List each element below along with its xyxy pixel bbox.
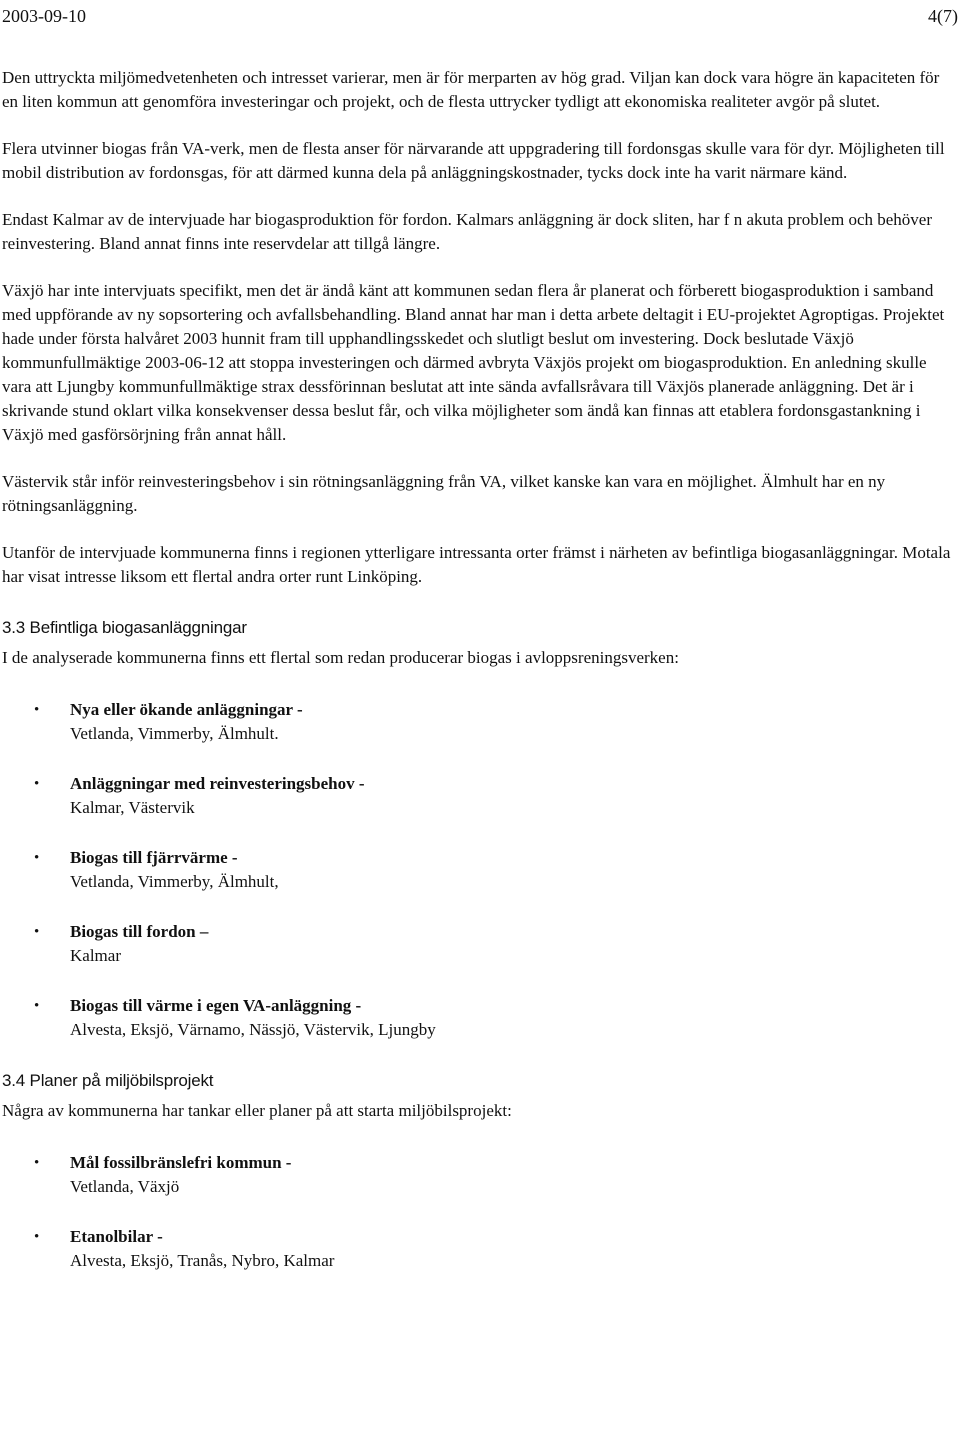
paragraph: Västervik står inför reinvesteringsbehov i sin rötningsanläggning från VA, vilket kanske kan vara en möjlighet. Älmhult har en ny rötningsanläggning.: [2, 472, 886, 515]
section-intro: Några av kommunerna har tankar eller planer på att starta miljöbilsprojekt:: [2, 1101, 512, 1120]
bullet-icon: •: [34, 1229, 40, 1245]
list-item-places: Kalmar: [70, 946, 121, 965]
bullet-icon: •: [34, 850, 40, 866]
bullet-icon: •: [34, 924, 40, 940]
bullet-icon: •: [34, 776, 40, 792]
section-intro: I de analyserade kommunerna finns ett flertal som redan producerar biogas i avloppsreningsverken:: [2, 648, 679, 667]
list-item-title: Biogas till fjärrvärme -: [70, 848, 238, 867]
document-body: [2, 66, 952, 1299]
paragraph: Växjö har inte intervjuats specifikt, men det är ändå känt att kommunen sedan flera år planerat och förberett biogasproduktion i samband med uppförande av ny sopsortering och avfallsbehandling. Bland annat har man i detta arbete deltagit i EU-projektet Agroptigas. Projektet hade under första halvåret 2003 hunnit fram till upphandlingsskedet och slutligt beslut om investering. Dock beslutade Växjö kommunfullmäktige 2003-06-12 att stoppa investeringen och därmed avbryta Växjös projekt om biogasproduktion. En anledning skulle vara att Ljungby kommunfullmäktige strax dessförinnan beslutat att inte sända avfallsråvara till Växjös planerade anläggning. Det är i skrivande stund oklart vilka konsekvenser dessa beslut får, och vilka möjligheter som ändå kan finnas att etablera fordonsgastankning i Växjö med gasförsörjning från annat håll.: [2, 281, 945, 444]
list-item: [2, 994, 952, 1042]
list-item-title: Nya eller ökande anläggningar -: [70, 700, 303, 719]
list-item-title: Biogas till fordon –: [70, 922, 209, 941]
list-item-title: Anläggningar med reinvesteringsbehov -: [70, 774, 365, 793]
list-item-places: Vetlanda, Vimmerby, Älmhult,: [70, 872, 279, 891]
bullet-list-facilities: [2, 698, 952, 1042]
list-item: [2, 698, 952, 746]
list-item-places: Alvesta, Eksjö, Värnamo, Nässjö, Västervik, Ljungby: [70, 1020, 436, 1039]
list-item-title: Biogas till värme i egen VA-anläggning -: [70, 996, 362, 1015]
bullet-icon: •: [34, 702, 40, 718]
section-heading-3-4: 3.4 Planer på miljöbilsprojekt: [2, 1071, 214, 1090]
list-item: [2, 846, 952, 894]
list-item-places: Vetlanda, Växjö: [70, 1177, 180, 1196]
list-item-places: Kalmar, Västervik: [70, 798, 195, 817]
paragraph: Endast Kalmar av de intervjuade har biogasproduktion för fordon. Kalmars anläggning är dock sliten, har f n akuta problem och behöver reinvestering. Bland annat finns inte reservdelar att tillgå längre.: [2, 210, 932, 253]
list-item: [2, 1225, 952, 1273]
document-date: 2003-09-10: [2, 6, 86, 26]
bullet-list-projects: [2, 1151, 952, 1273]
page-number: 4(7): [928, 6, 958, 26]
section-heading-3-3: 3.3 Befintliga biogasanläggningar: [2, 618, 247, 637]
list-item-title: Mål fossilbränslefri kommun -: [70, 1153, 292, 1172]
list-item: [2, 772, 952, 820]
paragraph: Utanför de intervjuade kommunerna finns i regionen ytterligare intressanta orter främst i närheten av befintliga biogasanläggningar. Motala har visat intresse liksom ett flertal andra orter runt Linköping.: [2, 543, 951, 586]
bullet-icon: •: [34, 998, 40, 1014]
bullet-icon: •: [34, 1155, 40, 1171]
list-item: [2, 1151, 952, 1199]
paragraph: Flera utvinner biogas från VA-verk, men de flesta anser för närvarande att uppgradering till fordonsgas skulle vara för dyr. Möjligheten till mobil distribution av fordonsgas, för att därmed kunna dela på anläggningskostnader, tycks dock inte ha varit närmare känd.: [2, 139, 945, 182]
list-item-places: Vetlanda, Vimmerby, Älmhult.: [70, 724, 279, 743]
page-header: [2, 4, 958, 28]
list-item-places: Alvesta, Eksjö, Tranås, Nybro, Kalmar: [70, 1251, 335, 1270]
list-item: [2, 920, 952, 968]
list-item-title: Etanolbilar -: [70, 1227, 163, 1246]
paragraph: Den uttryckta miljömedvetenheten och intresset varierar, men är för merparten av hög grad. Viljan kan dock vara högre än kapaciteten för en liten kommun att genomföra investeringar och projekt, och de flesta uttrycker tydligt att ekonomiska realiteter avgör på slutet.: [2, 68, 940, 111]
